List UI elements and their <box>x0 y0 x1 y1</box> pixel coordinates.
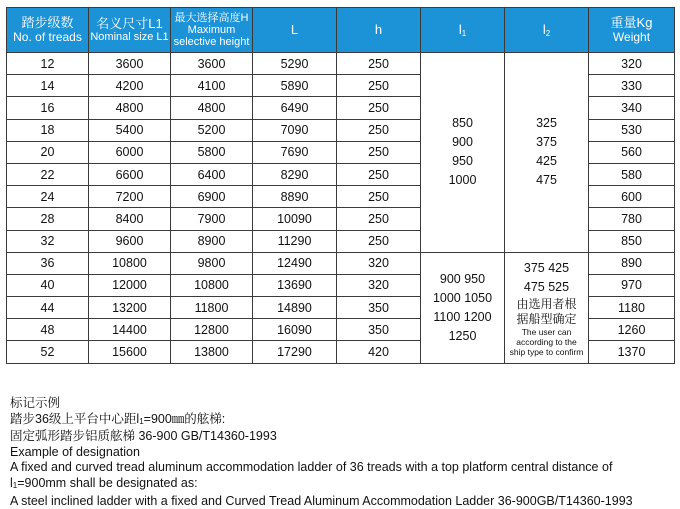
cell-h-max: 3600 <box>171 53 253 75</box>
cell-treads: 20 <box>7 141 89 163</box>
cell-l1: 13200 <box>89 297 171 319</box>
cell-h: 320 <box>337 252 421 274</box>
group2-l1-cell <box>421 252 505 363</box>
cell-treads: 22 <box>7 163 89 185</box>
cell-l1: 5400 <box>89 119 171 141</box>
note-heading-en: Example of designation <box>10 444 140 459</box>
cell-l: 12490 <box>253 252 337 274</box>
cell-treads: 24 <box>7 186 89 208</box>
cell-h: 250 <box>337 163 421 185</box>
cell-treads: 32 <box>7 230 89 252</box>
header-l2: l2 <box>505 8 589 53</box>
l2-note-text: 由选用者根 <box>516 296 577 311</box>
cell-h-max: 5800 <box>171 141 253 163</box>
cell-l1: 9600 <box>89 230 171 252</box>
note-designation-cn: 固定弧形踏步铝质舷梯 36-900 GB/T14360-1993 <box>10 429 277 444</box>
cell-treads: 36 <box>7 252 89 274</box>
spec-table <box>6 7 675 364</box>
note-designation-en: A steel inclined ladder with a fixed and Curved Tread Aluminum Accommodation Ladder 36-900GB/T14360-1993 <box>10 493 633 508</box>
cell-l1: 6000 <box>89 141 171 163</box>
cell-h: 350 <box>337 319 421 341</box>
cell-weight: 600 <box>589 186 675 208</box>
note-heading-cn: 标记示例 <box>10 396 61 410</box>
table-row <box>7 252 675 274</box>
cell-treads: 14 <box>7 75 89 97</box>
cell-weight: 530 <box>589 119 675 141</box>
l2-value: 475 525 <box>523 279 570 294</box>
l2-value: 475 <box>536 173 557 188</box>
cell-h: 250 <box>337 119 421 141</box>
cell-h: 320 <box>337 274 421 296</box>
note-example-cn: 踏步36级上平台中心距l1=900㎜的舷梯: <box>10 411 226 426</box>
cell-treads: 52 <box>7 341 89 363</box>
header-h: h <box>337 8 421 53</box>
cell-weight: 1180 <box>589 297 675 319</box>
cell-weight: 1370 <box>589 341 675 363</box>
table-row <box>7 53 675 75</box>
note-example-en-cont: l1=900mm shall be designated as: <box>10 475 198 490</box>
cell-l: 14890 <box>253 297 337 319</box>
cell-h-max: 6900 <box>171 186 253 208</box>
cell-h-max: 6400 <box>171 163 253 185</box>
cell-weight: 890 <box>589 252 675 274</box>
l1-value: 950 <box>452 154 473 169</box>
header-weight: 重量Kg Weight <box>589 8 675 53</box>
group2-l2-cell <box>505 252 589 363</box>
cell-l: 8290 <box>253 163 337 185</box>
cell-h-max: 11800 <box>171 297 253 319</box>
cell-h-max: 5200 <box>171 119 253 141</box>
cell-h: 250 <box>337 141 421 163</box>
cell-l: 8890 <box>253 186 337 208</box>
group1-l1-cell <box>421 53 505 253</box>
cell-l1: 6600 <box>89 163 171 185</box>
header-nominal-size: 名义尺寸L1 Nominal size L1 <box>89 8 171 53</box>
cell-h-max: 13800 <box>171 341 253 363</box>
cell-h-max: 9800 <box>171 252 253 274</box>
l2-value: 425 <box>536 154 557 169</box>
cell-h: 250 <box>337 186 421 208</box>
table-body <box>7 53 675 364</box>
table-header <box>7 8 675 53</box>
cell-l: 13690 <box>253 274 337 296</box>
l1-value: 1000 1050 <box>432 290 493 305</box>
l2-note-text: The user can <box>521 326 572 337</box>
cell-l1: 12000 <box>89 274 171 296</box>
cell-treads: 16 <box>7 97 89 119</box>
cell-l: 10090 <box>253 208 337 230</box>
cell-l: 7090 <box>253 119 337 141</box>
l1-value: 1000 <box>448 173 477 188</box>
header-treads: 踏步级数 No. of treads <box>7 8 89 53</box>
cell-l: 7690 <box>253 141 337 163</box>
header-max-height: 最大选择高度H Maximum selective height <box>171 8 253 53</box>
l1-value: 1100 1200 <box>433 309 492 324</box>
cell-h: 350 <box>337 297 421 319</box>
cell-l: 5290 <box>253 53 337 75</box>
cell-weight: 330 <box>589 75 675 97</box>
note-example-en: A fixed and curved tread aluminum accommodation ladder of 36 treads with a top platform central distance of <box>10 460 613 475</box>
cell-l1: 4200 <box>89 75 171 97</box>
cell-l: 5890 <box>253 75 337 97</box>
cell-weight: 1260 <box>589 319 675 341</box>
designation-notes <box>10 396 675 509</box>
cell-h-max: 4800 <box>171 97 253 119</box>
cell-h: 420 <box>337 341 421 363</box>
cell-l1: 7200 <box>89 186 171 208</box>
cell-treads: 18 <box>7 119 89 141</box>
cell-weight: 580 <box>589 163 675 185</box>
cell-l1: 3600 <box>89 53 171 75</box>
cell-h: 250 <box>337 75 421 97</box>
header-l1: l1 <box>421 8 505 53</box>
cell-h-max: 8900 <box>171 230 253 252</box>
cell-h-max: 10800 <box>171 274 253 296</box>
l1-value: 1250 <box>448 328 477 343</box>
l2-value: 325 <box>536 116 557 131</box>
cell-weight: 850 <box>589 230 675 252</box>
cell-weight: 340 <box>589 97 675 119</box>
l2-note-text: 据船型确定 <box>516 311 577 326</box>
cell-l1: 8400 <box>89 208 171 230</box>
cell-l1: 10800 <box>89 252 171 274</box>
l2-value: 375 <box>536 135 557 150</box>
cell-weight: 560 <box>589 141 675 163</box>
cell-h: 250 <box>337 230 421 252</box>
cell-l: 17290 <box>253 341 337 363</box>
cell-l1: 4800 <box>89 97 171 119</box>
l2-note-text: ship type to confirm <box>509 346 584 357</box>
group1-l2-cell <box>505 53 589 253</box>
cell-treads: 48 <box>7 319 89 341</box>
l1-value: 900 <box>452 135 473 150</box>
cell-weight: 320 <box>589 53 675 75</box>
cell-h: 250 <box>337 208 421 230</box>
l2-value: 375 425 <box>523 260 570 275</box>
cell-h-max: 7900 <box>171 208 253 230</box>
cell-treads: 28 <box>7 208 89 230</box>
l2-note-text: according to the <box>516 336 577 347</box>
cell-h: 250 <box>337 53 421 75</box>
l1-value: 850 <box>452 116 473 131</box>
cell-h-max: 4100 <box>171 75 253 97</box>
cell-weight: 970 <box>589 274 675 296</box>
cell-l1: 14400 <box>89 319 171 341</box>
cell-h-max: 12800 <box>171 319 253 341</box>
cell-treads: 44 <box>7 297 89 319</box>
header-L: L <box>253 8 337 53</box>
cell-l: 6490 <box>253 97 337 119</box>
cell-l: 11290 <box>253 230 337 252</box>
l1-value: 900 950 <box>439 271 486 286</box>
cell-treads: 12 <box>7 53 89 75</box>
cell-weight: 780 <box>589 208 675 230</box>
cell-h: 250 <box>337 97 421 119</box>
cell-treads: 40 <box>7 274 89 296</box>
cell-l: 16090 <box>253 319 337 341</box>
cell-l1: 15600 <box>89 341 171 363</box>
